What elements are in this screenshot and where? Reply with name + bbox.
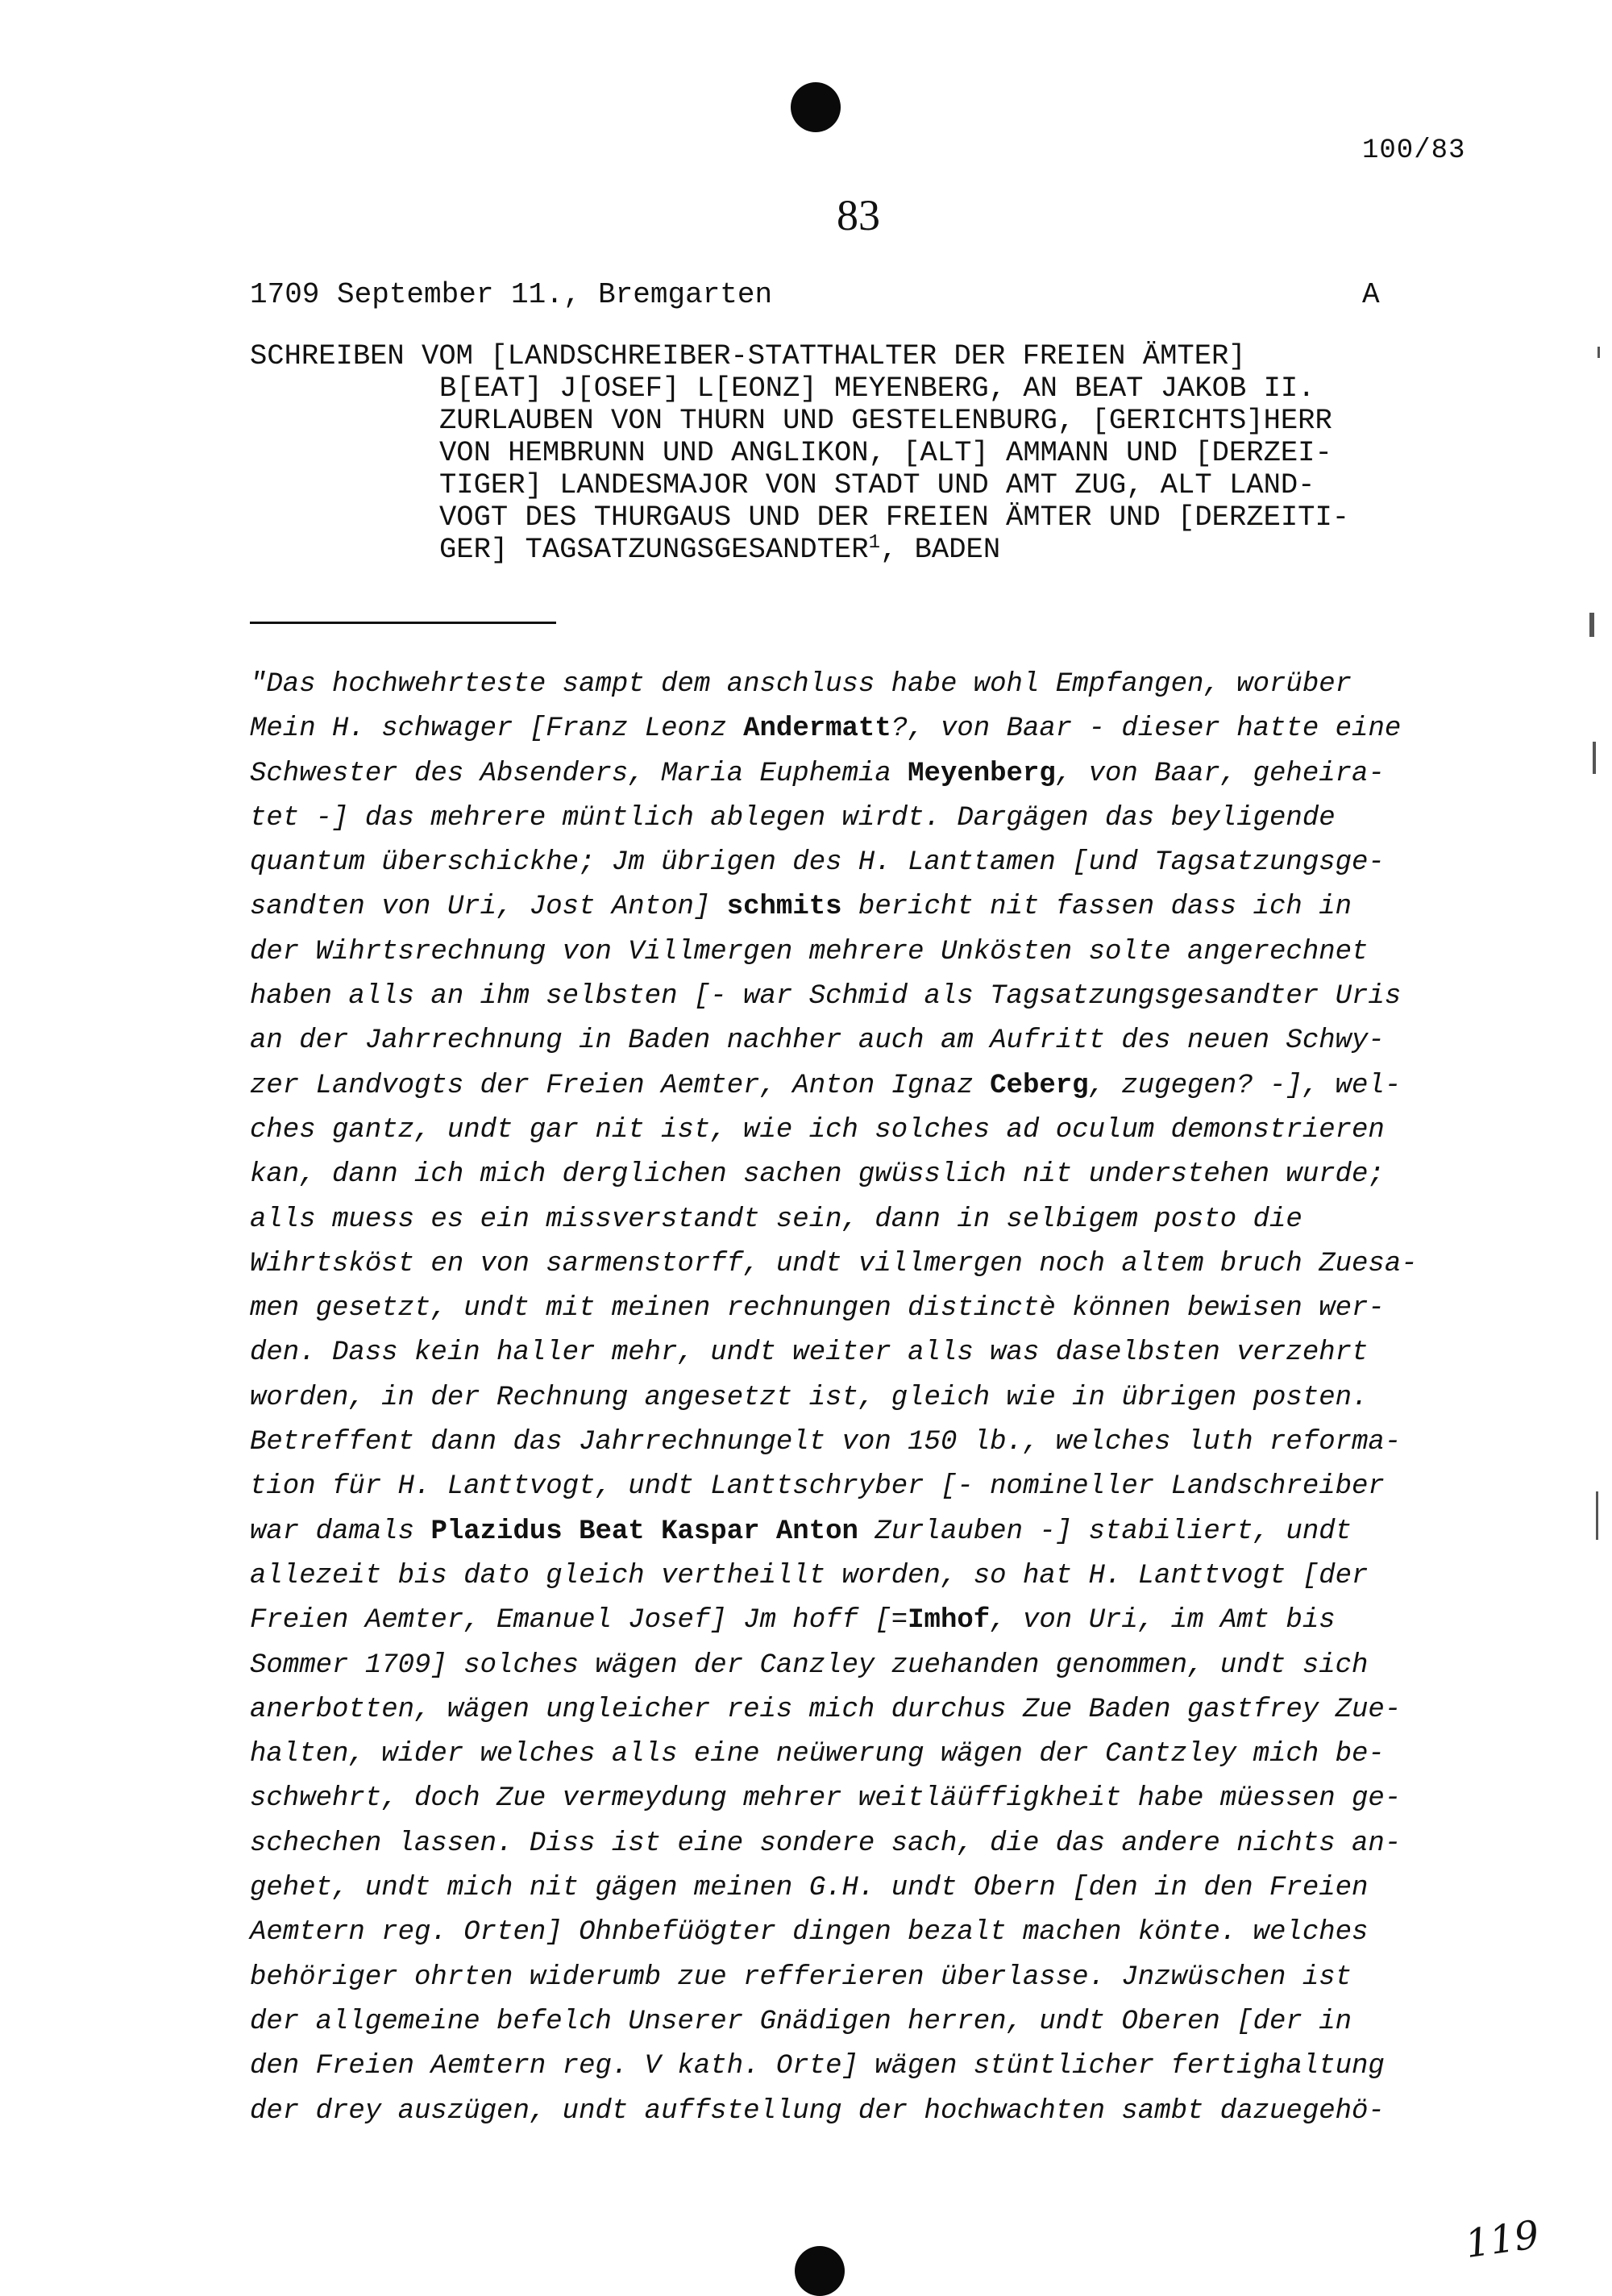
body-text: kan, dann ich mich derglichen sachen gwüsslich nit understehen wurde; — [250, 1159, 1385, 1191]
body-text: haben alls an ihm selbsten [- war Schmid als Tagsatzungsgesandter Uris — [250, 981, 1402, 1013]
body-line — [250, 1420, 1491, 1465]
body-line — [250, 752, 1491, 797]
footnote-mark: 1 — [868, 532, 880, 554]
regest-line: B[EAT] J[OSEF] L[EONZ] MEYENBERG, AN BEAT JAKOB II. — [439, 372, 1315, 405]
body-text: ches gantz, undt gar nit ist, wie ich solches ad oculum demonstrieren — [250, 1114, 1385, 1146]
body-text: Wihrtsköst en von sarmenstorff, undt villmergen noch altem bruch Zuesa- — [250, 1248, 1418, 1279]
bold-name: schmits — [726, 892, 842, 923]
body-text: schechen lassen. Diss ist eine sondere sach, die das andere nichts an- — [250, 1828, 1402, 1859]
bold-name: Ceberg — [990, 1070, 1089, 1101]
body-text: men gesetzt, undt mit meinen rechnungen distinctè können bewisen wer- — [250, 1293, 1385, 1325]
body-text: an der Jahrrechnung in Baden nachher auch am Aufritt des neuen Schwy- — [250, 1025, 1385, 1057]
body-text: tet -] das mehrere müntlich ablegen wirdt. Dargägen das beyligende — [250, 802, 1336, 834]
reference-number: 100/83 — [1362, 135, 1466, 166]
regest-line-last — [250, 534, 1475, 566]
body-line — [250, 797, 1491, 841]
bold-name: Plazidus Beat Kaspar Anton — [430, 1516, 858, 1547]
body-line — [250, 975, 1491, 1019]
punch-hole-bottom — [795, 2246, 845, 2296]
body-line — [250, 1599, 1491, 1643]
regest-line: VON HEMBRUNN UND ANGLIKON, [ALT] AMMANN UND [DERZEI- — [439, 436, 1332, 469]
body-line — [250, 1510, 1491, 1554]
body-line — [250, 841, 1491, 885]
body-line — [250, 1911, 1491, 1955]
body-text: bericht nit fassen dass ich in — [841, 892, 1352, 923]
version-marker: A — [1362, 278, 1380, 311]
body-text: den Freien Aemtern reg. V kath. Orte] wägen stüntlicher fertighaltung — [250, 2051, 1385, 2082]
body-line — [250, 663, 1491, 707]
body-text: tion für H. Lanttvogt, undt Lanttschryber [- nomineller Landschreiber — [250, 1471, 1385, 1503]
body-text: der allgemeine befelch Unserer Gnädigen herren, undt Oberen [der in — [250, 2006, 1352, 2037]
body-line — [250, 1554, 1491, 1599]
body-line — [250, 1376, 1491, 1420]
body-text: , von Uri, im Amt bis — [990, 1605, 1336, 1637]
regest-line: VOGT DES THURGAUS UND DER FREIEN ÄMTER UND [DERZEITI- — [439, 501, 1350, 534]
handwritten-initials: 119 — [1462, 2211, 1543, 2268]
regest-line: TIGER] LANDESMAJOR VON STADT UND AMT ZUG, ALT LAND- — [439, 468, 1315, 501]
bold-name: Andermatt — [743, 713, 891, 745]
body-line — [250, 885, 1491, 930]
document-number: 83 — [837, 191, 880, 239]
body-line — [250, 1644, 1491, 1688]
regest-line: SCHREIBEN VOM [LANDSCHREIBER-STATTHALTER DER FREIEN ÄMTER] — [250, 339, 1246, 372]
bold-name: Imhof — [908, 1605, 991, 1637]
body-text: allezeit bis dato gleich vertheillt worden, so hat H. Lanttvogt [der — [250, 1560, 1369, 1591]
body-text: gehet, undt mich nit gägen meinen G.H. undt Obern [den in den Freien — [250, 1873, 1369, 1904]
body-line — [250, 1777, 1491, 1821]
transcription-body — [250, 663, 1491, 2134]
date-place-line: 1709 September 11., Bremgarten — [250, 278, 773, 311]
body-line — [250, 1242, 1491, 1287]
body-line — [250, 1465, 1491, 1509]
body-text: alls muess es ein missverstandt sein, dann in selbigem posto die — [250, 1204, 1302, 1235]
body-text: Betreffent dann das Jahrrechnungelt von 150 lb., welches luth reforma- — [250, 1427, 1402, 1458]
body-line — [250, 2090, 1491, 2134]
body-text: , zugegen? -], wel- — [1088, 1070, 1402, 1101]
punch-hole-top — [791, 82, 841, 132]
body-text: Sommer 1709] solches wägen der Canzley zuehanden genommen, undt sich — [250, 1649, 1369, 1681]
body-text: "Das hochwehrteste sampt dem anschluss habe wohl Empfangen, worüber — [250, 669, 1352, 700]
regest-text: , BADEN — [880, 533, 1001, 566]
regest-line: ZURLAUBEN VON THURN UND GESTELENBURG, [GERICHTS]HERR — [439, 404, 1332, 437]
regest-heading — [250, 340, 1475, 566]
body-text: Mein H. schwager [Franz Leonz — [250, 713, 744, 745]
body-text: Zurlauben -] stabiliert, undt — [858, 1516, 1352, 1547]
body-text: quantum überschickhe; Jm übrigen des H. Lanttamen [und Tagsatzungsge- — [250, 847, 1385, 879]
body-text: , von Baar, geheira- — [1055, 758, 1385, 789]
scan-speck — [1596, 1491, 1598, 1540]
bold-name: Meyenberg — [908, 758, 1056, 789]
body-line — [250, 1153, 1491, 1197]
body-text: Aemtern reg. Orten] Ohnbefüögter dingen bezalt machen könte. welches — [250, 1917, 1369, 1949]
body-text: Freien Aemter, Emanuel Josef] Jm hoff [= — [250, 1605, 908, 1637]
regest-text: GER] TAGSATZUNGSGESANDTER — [439, 533, 869, 566]
body-text: worden, in der Rechnung angesetzt ist, gleich wie in übrigen posten. — [250, 1382, 1369, 1413]
body-text: zer Landvogts der Freien Aemter, Anton Ignaz — [250, 1070, 991, 1101]
body-text: der drey auszügen, undt auffstellung der hochwachten sambt dazuegehö- — [250, 2095, 1385, 2127]
body-line — [250, 2044, 1491, 2089]
body-line — [250, 707, 1491, 751]
body-line — [250, 2000, 1491, 2044]
body-line — [250, 1108, 1491, 1153]
body-line — [250, 1019, 1491, 1063]
body-text: halten, wider welches alls eine neüwerung wägen der Cantzley mich be- — [250, 1739, 1385, 1770]
body-text: anerbotten, wägen ungleicher reis mich durchus Zue Baden gastfrey Zue- — [250, 1694, 1402, 1725]
scan-speck — [1593, 742, 1596, 774]
body-line — [250, 1822, 1491, 1866]
body-text: ?, von Baar - dieser hatte eine — [891, 713, 1402, 745]
body-text: Schwester des Absenders, Maria Euphemia — [250, 758, 908, 789]
body-line — [250, 1688, 1491, 1732]
body-line — [250, 1331, 1491, 1375]
body-line — [250, 930, 1491, 975]
scan-speck — [1597, 347, 1600, 358]
body-text: sandten von Uri, Jost Anton] — [250, 892, 727, 923]
scan-speck — [1589, 613, 1594, 637]
body-text: war damals — [250, 1516, 431, 1547]
body-text: schwehrt, doch Zue vermeydung mehrer weitläüffigkheit habe müessen ge- — [250, 1783, 1402, 1815]
body-text: den. Dass kein haller mehr, undt weiter alls was daselbsten verzehrt — [250, 1337, 1369, 1369]
body-line — [250, 1866, 1491, 1911]
body-text: der Wihrtsrechnung von Villmergen mehrere Unkösten solte angerechnet — [250, 936, 1369, 967]
body-line — [250, 1732, 1491, 1777]
body-line — [250, 1956, 1491, 2000]
body-line — [250, 1064, 1491, 1108]
body-line — [250, 1287, 1491, 1331]
separator-rule — [250, 622, 556, 624]
body-line — [250, 1198, 1491, 1242]
body-text: behöriger ohrten widerumb zue refferieren überlasse. Jnzwüschen ist — [250, 1961, 1352, 1993]
